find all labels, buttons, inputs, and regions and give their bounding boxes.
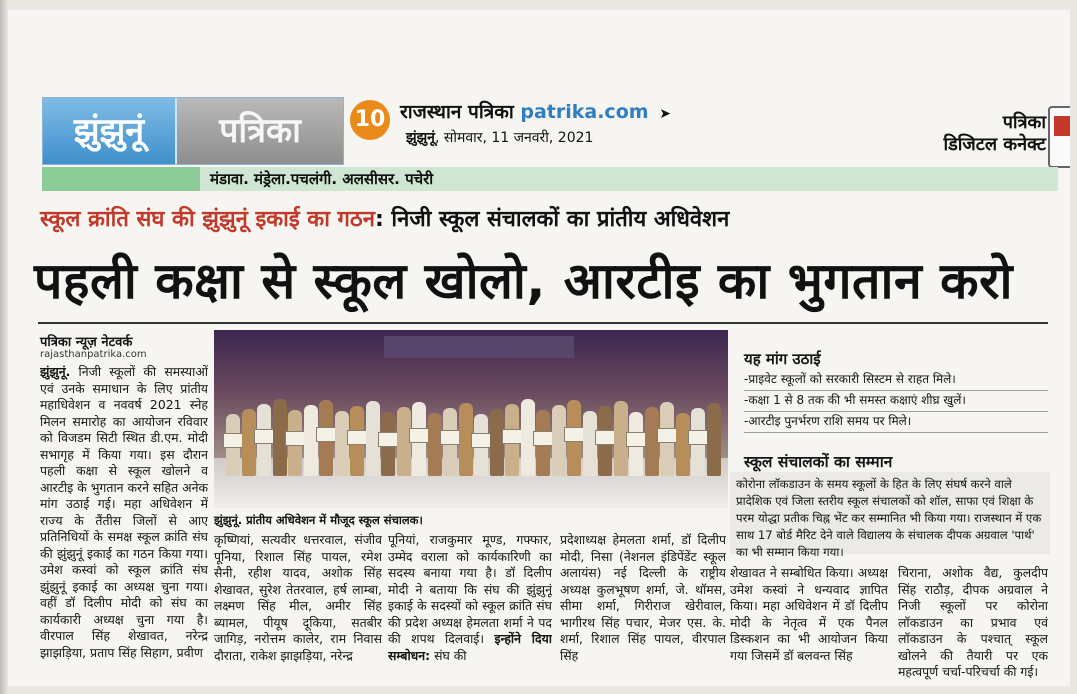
phone-icon [1048, 106, 1070, 168]
demand-item: -आरटीइ पुनर्भरण राशि समय पर मिले। [744, 412, 1048, 433]
demand-item: -कक्षा 1 से 8 तक की भी समस्त कक्षाएं शीघ्र खुलें। [744, 391, 1048, 412]
headline-rule [38, 322, 1048, 324]
demand-item: -प्राइवेट स्कूलों को सरकारी सिस्टम से राहत मिले। [744, 370, 1048, 391]
event-photo [214, 330, 728, 508]
kicker-black: निजी स्कूल संचालकों का प्रांतीय अधिवेशन [391, 207, 730, 232]
edition-logo-city: झुंझुनूं [43, 98, 175, 164]
dateline-date: , सोमवार, 11 जनवरी, 2021 [434, 130, 594, 146]
paper-url: patrika.com [520, 101, 649, 123]
region-bar: मंडावा. मंड्रेला.पचलंगी. अलसीसर. पचेरी [200, 167, 1058, 191]
digital-connect-line1: पत्रिका [1002, 112, 1046, 133]
masthead [8, 10, 1070, 188]
photo-caption: झुंझुनूं. प्रांतीय अधिवेशन में मौजूद स्कूल संचालक। [214, 513, 423, 527]
article-dateline: झुंझुनूं. [40, 364, 71, 379]
column-3-subhead: इन्होंने दिया सम्बोधन: [388, 631, 552, 663]
page-number-badge: 10 [350, 100, 390, 140]
byline: पत्रिका न्यूज़ नेटवर्क [40, 335, 133, 350]
headline-kicker [40, 203, 729, 233]
dateline-place: झुंझुनूं [406, 130, 435, 146]
demands-title: यह मांग उठाई [744, 350, 821, 368]
main-headline: पहली कक्षा से स्कूल खोलो, आरटीइ का भुगतान करो [34, 252, 1013, 310]
edition-logo [42, 97, 344, 165]
article-column-3 [388, 532, 552, 684]
kicker-separator: : [374, 207, 392, 232]
page-shadow [0, 0, 8, 694]
region-bar-accent [42, 167, 200, 191]
demands-list [744, 370, 1048, 433]
page-dateline [406, 128, 593, 147]
digital-connect-line2: डिजिटल कनेक्ट [943, 134, 1046, 155]
article-column-6: चिराना, अशोक वैद्य, कुलदीप सिंह राठौड़, दीपक अग्रवाल ने निजी स्कूलों पर कोरोना लॉकडाउन का प्रभाव एवं लॉकडाउन के पश्चात् स्कूल खोलने की तैयारी पर एक महत्वपूर्ण चर्चा-परिचर्चा की गई। [898, 565, 1048, 679]
kicker-red: स्कूल क्रांति संघ की झुंझुनूं इकाई का गठन [40, 207, 375, 232]
website: rajasthanpatrika.com [40, 349, 147, 360]
photo-person [707, 403, 721, 476]
stage-banner [384, 336, 574, 358]
article-column-4: प्रदेशाध्यक्ष हेमलता शर्मा, डॉ दिलीप मोदी, निसा (नेशनल इंडिपेंडेंट स्कूल अलायंस) नई दिल्ली के राष्ट्रीय अध्यक्ष कुलभूषण शर्मा, जे. थॉमस, सीमा शर्मा, गिरीराज खेरीवाल, भागीरथ सिंह पचार, मेजर एस. के. शर्मा, रिशाल सिंह पायल, वीरपाल सिंह [560, 532, 726, 663]
article-column-5: शेखावत ने सम्बोधित किया। अध्यक्ष उमेश कस्वां ने धन्यवाद ज्ञापित किया। महा अधिवेशन में डॉ दिलीप मोदी के नेतृत्व में एक पैनल डिस्कशन का भी आयोजन किया गया जिसमें डॉ बलवन्त सिंह [730, 565, 888, 663]
paper-title: राजस्थान पत्रिका [400, 101, 514, 123]
honor-text: कोरोना लॉकडाउन के समय स्कूलों के हित के लिए संघर्ष करने वाले प्रादेशिक एवं जिला स्तरीय स्कूल संचालकों को शॉल, साफा एवं शिक्षा के परम योद्धा प्रतीक चिह्न भेंट कर सम्मानित भी किया गया। राजस्थान में एक साथ 17 बोर्ड मैरिट देने वाले विद्यालय के संचालक दीपक अग्रवाल 'पार्थ' का भी सम्मान किया गया। [736, 477, 1042, 559]
column-1-text: निजी स्कूलों की समस्याओं एवं उनके समाधान के लिए प्रांतीय महाधिवेशन व नववर्ष 2021 स्नेह मिलन समारोह का आयोजन रविवार को विजडम सिटी स्थित डी.एम. मोदी सभागृह में किया गया। इस दौरान पहली कक्षा से स्कूल खोलने व आरटीइ के भुगतान करने सहित अनेक मांग उठाई गई। महा अधिवेशन में राज्य के तैंतीस जिलों से आए प्रतिनिधियों के समक्ष स्कूल क्रांति संघ की झुंझुनूं इकाई का गठन किया गया। उमेश कस्वां को स्कूल क्रांति संघ झुंझुनूं इकाई का अध्यक्ष चुना गया। वहीं डॉ दिलीप मोदी को संघ का कार्यकारी अध्यक्ष चुना गया है। वीरपाल सिंह शेखावत, नरेन्द्र झाझड़िया, प्रताप सिंह सिहाग, प्रवीण [40, 364, 208, 660]
edition-logo-brand: पत्रिका [177, 98, 343, 164]
cursor-arrow-icon: ➤ [659, 106, 671, 122]
paper-name [400, 98, 671, 124]
article-column-2: कृष्णियां, सत्यवीर धत्तरवाल, संजीव पूनिया, रिशाल सिंह पायल, रमेश सैनी, रहीश यादव, अशोक सिंह शेखावत, सुरेश तेतरवाल, हर्ष लाम्बा, लक्ष्मण सिंह मील, अमीर सिंह ब्यामल, पीयूष दूकिया, सतबीर जागिड़, नरोत्तम कालेर, राम निवास दौराता, राकेश झाझड़िया, नरेन्द्र [214, 532, 382, 663]
honor-title: स्कूल संचालकों का सम्मान [744, 453, 893, 471]
newspaper-page [8, 10, 1070, 686]
column-3-tail: संघ की [430, 647, 467, 663]
digital-connect [886, 112, 1046, 158]
column-3-text: पूनियां, राजकुमार मूण्ड, गफ्फार, उम्मेद वराला को कार्यकारिणी का सदस्य बनाया गया है। डॉ दिलीप मोदी ने बताया कि संघ की झुंझुनूं इकाई के सदस्यों को स्कूल क्रांति संघ की प्रदेश अध्यक्ष हेमलता शर्मा ने पद की शपथ दिलवाई। [388, 532, 552, 646]
article-column-1 [40, 364, 208, 684]
